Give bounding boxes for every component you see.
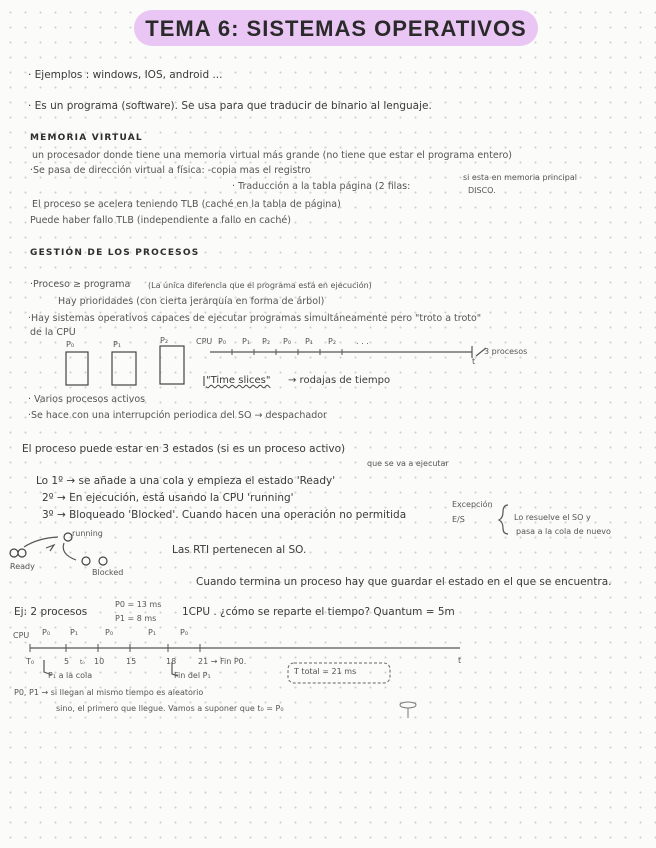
page-title: TEMA 6: SISTEMAS OPERATIVOS: [145, 16, 527, 41]
tres-procesos-arrow: [476, 348, 486, 356]
process-box-p1: [112, 352, 136, 385]
tl-t: t: [472, 357, 476, 366]
tl-label-2: P₂: [262, 337, 271, 346]
cpu2-label: CPU: [13, 631, 30, 640]
cpu-label: CPU: [196, 337, 213, 346]
tl-label-5: P₂: [328, 337, 337, 346]
running-label: running: [72, 529, 103, 538]
tick-3: 15: [126, 657, 137, 666]
rodajas: → rodajas de tiempo: [288, 375, 391, 386]
tick-1: 5: [64, 657, 70, 666]
gestion-line-1: ·Proceso ≥ programa: [30, 279, 131, 290]
program-line: · Es un programa (software). Se usa para que traducir de binario al lenguaje.: [28, 100, 432, 112]
state-arrow-2: [63, 543, 76, 560]
t-total-box: [288, 663, 390, 683]
estados-line: El proceso puede estar en 3 estados (si es un proceso activo): [22, 443, 346, 455]
tl2-label-2: P₀: [105, 628, 114, 637]
tick-4: 18: [166, 657, 177, 666]
memoria-line-3b: DISCO.: [468, 186, 496, 195]
gestion-line-5: · Varios procesos activos: [28, 394, 146, 405]
tl-label-4: P₁: [305, 337, 314, 346]
gestion-line-3: ·Hay sistemas operativos capaces de ejecutar programas simultáneamente pero "troto a troto": [28, 313, 482, 324]
time-slices: "Time slices": [206, 375, 271, 386]
examples-line: · Ejemplos : windows, IOS, android ...: [28, 69, 223, 81]
tl-label-1: P₁: [242, 337, 251, 346]
fin-p1: Fin del P₁: [174, 671, 211, 680]
ejemplo-line: Ej: 2 procesos: [14, 606, 88, 618]
resuelve-2: pasa a la cola de nuevo: [516, 527, 611, 536]
estado-3: 3º → Bloqueado 'Blocked'. Cuando hacen una operación no permitida: [42, 509, 407, 521]
exception-brace: [499, 505, 508, 534]
gestion-heading: GESTIÓN DE LOS PROCESOS: [30, 248, 200, 258]
memoria-line-4: El proceso se acelera teniendo TLB (caché en la tabla de página): [32, 199, 341, 210]
termina-line: Cuando termina un proceso hay que guardar el estado en el que se encuentra.: [196, 576, 612, 588]
p1-cola-arrow: [44, 660, 52, 675]
tick-2: 10: [94, 657, 105, 666]
rti-line: Las RTI pertenecen al SO.: [172, 544, 307, 556]
box-label-p0: P₀: [66, 340, 75, 349]
memoria-virtual-heading: MEMORIA VIRTUAL: [30, 133, 143, 143]
gestion-line-1b: (La única diferencia que el programa está en ejecución): [148, 281, 372, 290]
blocked-label: Blocked: [92, 568, 124, 577]
pin-doodle-icon: [400, 702, 416, 708]
fin-p1-arrow: [172, 662, 178, 676]
memoria-line-3: · Traducción a la tabla página (2 filas:: [232, 181, 411, 192]
tick-0: T₀: [26, 657, 35, 666]
p1-cola: P₁ a la cola: [48, 671, 93, 680]
blocked-circle-2: [99, 557, 107, 565]
tl-label-3: P₀: [283, 337, 292, 346]
estados-line-b: que se va a ejecutar: [367, 459, 449, 468]
estado-1: Lo 1º → se añade a una cola y empieza el estado 'Ready': [36, 475, 336, 487]
memoria-line-5: Puede haber fallo TLB (independiente a fallo en caché): [30, 215, 291, 226]
memoria-line-2: ·Se pasa de dirección virtual a física: -copia mas el registro: [30, 165, 311, 176]
t-total: T total = 21 ms: [294, 667, 357, 676]
tl2-label-0: P₀: [42, 628, 51, 637]
estado-2: 2º → En ejecución, está usando la CPU 'running': [42, 492, 294, 504]
tick-5: 21 → Fin P0.: [198, 657, 247, 666]
tres-procesos: 3 procesos: [484, 347, 528, 356]
tl-label-0: P₀: [218, 337, 227, 346]
box-label-p2: P₂: [160, 336, 169, 345]
p1-ms: P1 = 8 ms: [115, 614, 157, 623]
running-circle: [64, 533, 72, 541]
memoria-line-3a: si esta en memoria principal: [463, 173, 577, 182]
gestion-line-2: Hay prioridades (con cierta jerarquía en forma de árbol): [58, 296, 325, 307]
p0-ms: P0 = 13 ms: [115, 600, 162, 609]
state-arrowhead: [46, 545, 54, 551]
process-box-p2: [160, 346, 184, 384]
quantum-line: 1CPU . ¿cómo se reparte el tiempo? Quantum = 5m: [182, 606, 455, 618]
resuelve-1: Lo resuelve el SO y: [514, 513, 591, 522]
box-label-p1: P₁: [113, 340, 122, 349]
blocked-circle-1: [82, 557, 90, 565]
excepcion: Excepción: [452, 500, 493, 509]
es-label: E/S: [452, 515, 465, 524]
gestion-line-4: de la CPU: [30, 327, 76, 338]
suposicion-1: P0, P1 → si llegan al mismo tiempo es aleatorio: [14, 688, 204, 697]
t0-sub: t₀: [80, 659, 85, 666]
tl2-label-3: P₁: [148, 628, 157, 637]
tl2-t: t: [458, 656, 462, 665]
ready-label: Ready: [10, 562, 35, 571]
ready-circle-2: [18, 549, 26, 557]
process-box-p0: [66, 352, 88, 385]
memoria-line-1: un procesador donde tiene una memoria virtual más grande (no tiene que estar el programa entero): [32, 150, 512, 161]
suposicion-2: sino, el primero que llegue. Vamos a suponer que t₀ = P₀: [56, 704, 284, 713]
tl-dots: . . .: [356, 337, 369, 346]
tl2-label-1: P₁: [70, 628, 79, 637]
ready-circle-1: [10, 549, 18, 557]
tl2-label-4: P₀: [180, 628, 189, 637]
gestion-line-6: ·Se hace con una interrupción periodica del SO → despachador: [28, 410, 327, 421]
